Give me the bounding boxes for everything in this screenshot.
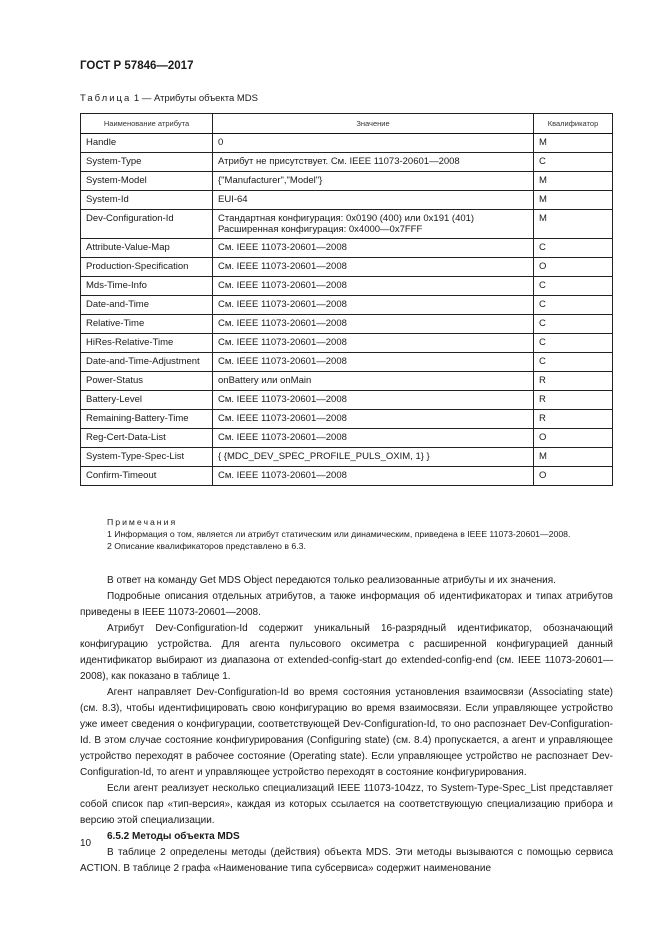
- qualifier-cell: C: [534, 153, 613, 172]
- qualifier-cell: O: [534, 429, 613, 448]
- qualifier-cell: O: [534, 258, 613, 277]
- caption-text: 1 — Атрибуты объекта MDS: [133, 93, 258, 104]
- page-number: 10: [80, 838, 92, 849]
- qualifier-cell: M: [534, 172, 613, 191]
- qualifier-cell: C: [534, 296, 613, 315]
- table-row: [81, 277, 613, 296]
- attribute-name-cell: HiRes-Relative-Time: [81, 334, 213, 353]
- value-cell: {"Manufacturer","Model"}: [213, 172, 534, 191]
- qualifier-cell: C: [534, 353, 613, 372]
- value-cell: См. IEEE 11073-20601—2008: [213, 391, 534, 410]
- qualifier-cell: M: [534, 134, 613, 153]
- notes-title: Примечания: [107, 517, 178, 527]
- attribute-name-cell: Mds-Time-Info: [81, 277, 213, 296]
- qualifier-cell: C: [534, 239, 613, 258]
- value-cell: EUI-64: [213, 191, 534, 210]
- table-row: [81, 410, 613, 429]
- attribute-name-cell: Battery-Level: [81, 391, 213, 410]
- table-row: [81, 134, 613, 153]
- attribute-name-cell: System-Type-Spec-List: [81, 448, 213, 467]
- table-row: [81, 429, 613, 448]
- value-cell: См. IEEE 11073-20601—2008: [213, 239, 534, 258]
- body-text: [80, 573, 613, 877]
- table-row: [81, 315, 613, 334]
- attribute-name-cell: Remaining-Battery-Time: [81, 410, 213, 429]
- value-cell: См. IEEE 11073-20601—2008: [213, 353, 534, 372]
- value-cell: См. IEEE 11073-20601—2008: [213, 277, 534, 296]
- attributes-table: [80, 113, 613, 486]
- caption-prefix: Таблица: [80, 93, 132, 104]
- table-row: [81, 191, 613, 210]
- attribute-name-cell: Reg-Cert-Data-List: [81, 429, 213, 448]
- qualifier-cell: M: [534, 191, 613, 210]
- qualifier-cell: C: [534, 334, 613, 353]
- column-header: Наименование атрибута: [81, 114, 213, 134]
- table-row: [81, 391, 613, 410]
- value-cell: 0: [213, 134, 534, 153]
- attribute-name-cell: Date-and-Time: [81, 296, 213, 315]
- qualifier-cell: R: [534, 410, 613, 429]
- attribute-name-cell: Attribute-Value-Map: [81, 239, 213, 258]
- qualifier-cell: M: [534, 448, 613, 467]
- qualifier-cell: R: [534, 372, 613, 391]
- note-item: 2 Описание квалификаторов представлено в 6.3.: [107, 541, 306, 551]
- column-header: Значение: [213, 114, 534, 134]
- value-cell: См. IEEE 11073-20601—2008: [213, 429, 534, 448]
- attribute-name-cell: Handle: [81, 134, 213, 153]
- table-row: [81, 467, 613, 486]
- table-row: [81, 353, 613, 372]
- value-cell: См. IEEE 11073-20601—2008: [213, 410, 534, 429]
- paragraph: В таблице 2 определены методы (действия) объекта MDS. Эти методы вызываются с помощью сервиса ACTION. В таблице 2 графа «Наименование типа субсервиса» содержит наименование: [80, 847, 613, 874]
- table-row: [81, 372, 613, 391]
- table-row: [81, 448, 613, 467]
- table-row: [81, 334, 613, 353]
- value-cell: См. IEEE 11073-20601—2008: [213, 467, 534, 486]
- table-caption: [80, 93, 258, 104]
- paragraph: Подробные описания отдельных атрибутов, а также информация об идентификаторах и типах атрибутов приведены в IEEE 11073-20601—2008.: [80, 591, 613, 618]
- attribute-name-cell: Date-and-Time-Adjustment: [81, 353, 213, 372]
- paragraph: В ответ на команду Get MDS Object передаются только реализованные атрибуты и их значения.: [107, 575, 556, 586]
- table-row: [81, 296, 613, 315]
- value-cell: См. IEEE 11073-20601—2008: [213, 334, 534, 353]
- table-row: [81, 210, 613, 239]
- table-row: [81, 172, 613, 191]
- qualifier-cell: R: [534, 391, 613, 410]
- paragraph: Если агент реализует несколько специализаций IEEE 11073-104zz, то System-Type-Spec_List представляет собой список пар «тип-версия», каждая из которых ссылается на соответствующую специализацию прибора и версию этой специализации.: [80, 783, 613, 826]
- value-cell: См. IEEE 11073-20601—2008: [213, 296, 534, 315]
- paragraph: Агент направляет Dev-Configuration-Id во время состояния установления взаимосвязи (Associating state) (см. 8.3), чтобы идентифицировать свою конфигурацию во время взаимосвязи. Если управляющее устройство уже имеет сведения о конфигурации, соответствующей Dev-Configuration-Id, то оно распознает Dev-Configuration-Id. В этом случае состояние конфигурирования (Configuring state) (см. 8.4) пропускается, а агент и управляющее устройство переходят в рабочее состояние (Operating state). Если управляющее устройство не распознает Dev-Configuration-Id, то агент и управляющее устройство переходят в состояние конфигурирования.: [80, 687, 613, 778]
- value-cell: Атрибут не присутствует. См. IEEE 11073-20601—2008: [213, 153, 534, 172]
- qualifier-cell: C: [534, 277, 613, 296]
- attribute-name-cell: Confirm-Timeout: [81, 467, 213, 486]
- attribute-name-cell: Power-Status: [81, 372, 213, 391]
- table-row: [81, 258, 613, 277]
- attribute-name-cell: System-Id: [81, 191, 213, 210]
- value-cell: { {MDC_DEV_SPEC_PROFILE_PULS_OXIM, 1} }: [213, 448, 534, 467]
- attribute-name-cell: System-Type: [81, 153, 213, 172]
- qualifier-cell: O: [534, 467, 613, 486]
- paragraph: Атрибут Dev-Configuration-Id содержит уникальный 16-разрядный идентификатор, обозначающий конфигурацию устройства. Для агента пульсового оксиметра с расширенной конфигурацией данный идентификатор выбирают из диапазона от extended-config-start до extended-config-end (см. IEEE 11073-20601—2008), как показано в таблице 1.: [80, 623, 613, 682]
- section-heading: 6.5.2 Методы объекта MDS: [107, 831, 240, 842]
- value-cell: См. IEEE 11073-20601—2008: [213, 315, 534, 334]
- qualifier-cell: C: [534, 315, 613, 334]
- table-row: [81, 239, 613, 258]
- attribute-name-cell: Relative-Time: [81, 315, 213, 334]
- qualifier-cell: M: [534, 210, 613, 239]
- value-cell: onBattery или onMain: [213, 372, 534, 391]
- table-notes: [80, 516, 613, 552]
- value-cell: См. IEEE 11073-20601—2008: [213, 258, 534, 277]
- column-header: Квалификатор: [534, 114, 613, 134]
- value-cell: Стандартная конфигурация: 0x0190 (400) или 0x191 (401) Расширенная конфигурация: 0x4000—0x7FFF: [213, 210, 534, 239]
- attribute-name-cell: Dev-Configuration-Id: [81, 210, 213, 239]
- attribute-name-cell: System-Model: [81, 172, 213, 191]
- attribute-name-cell: Production-Specification: [81, 258, 213, 277]
- table-row: [81, 153, 613, 172]
- note-item: 1 Информация о том, является ли атрибут статическим или динамическим, приведена в IEEE 11073-20601—2008.: [107, 529, 571, 539]
- document-header: ГОСТ Р 57846—2017: [80, 60, 194, 72]
